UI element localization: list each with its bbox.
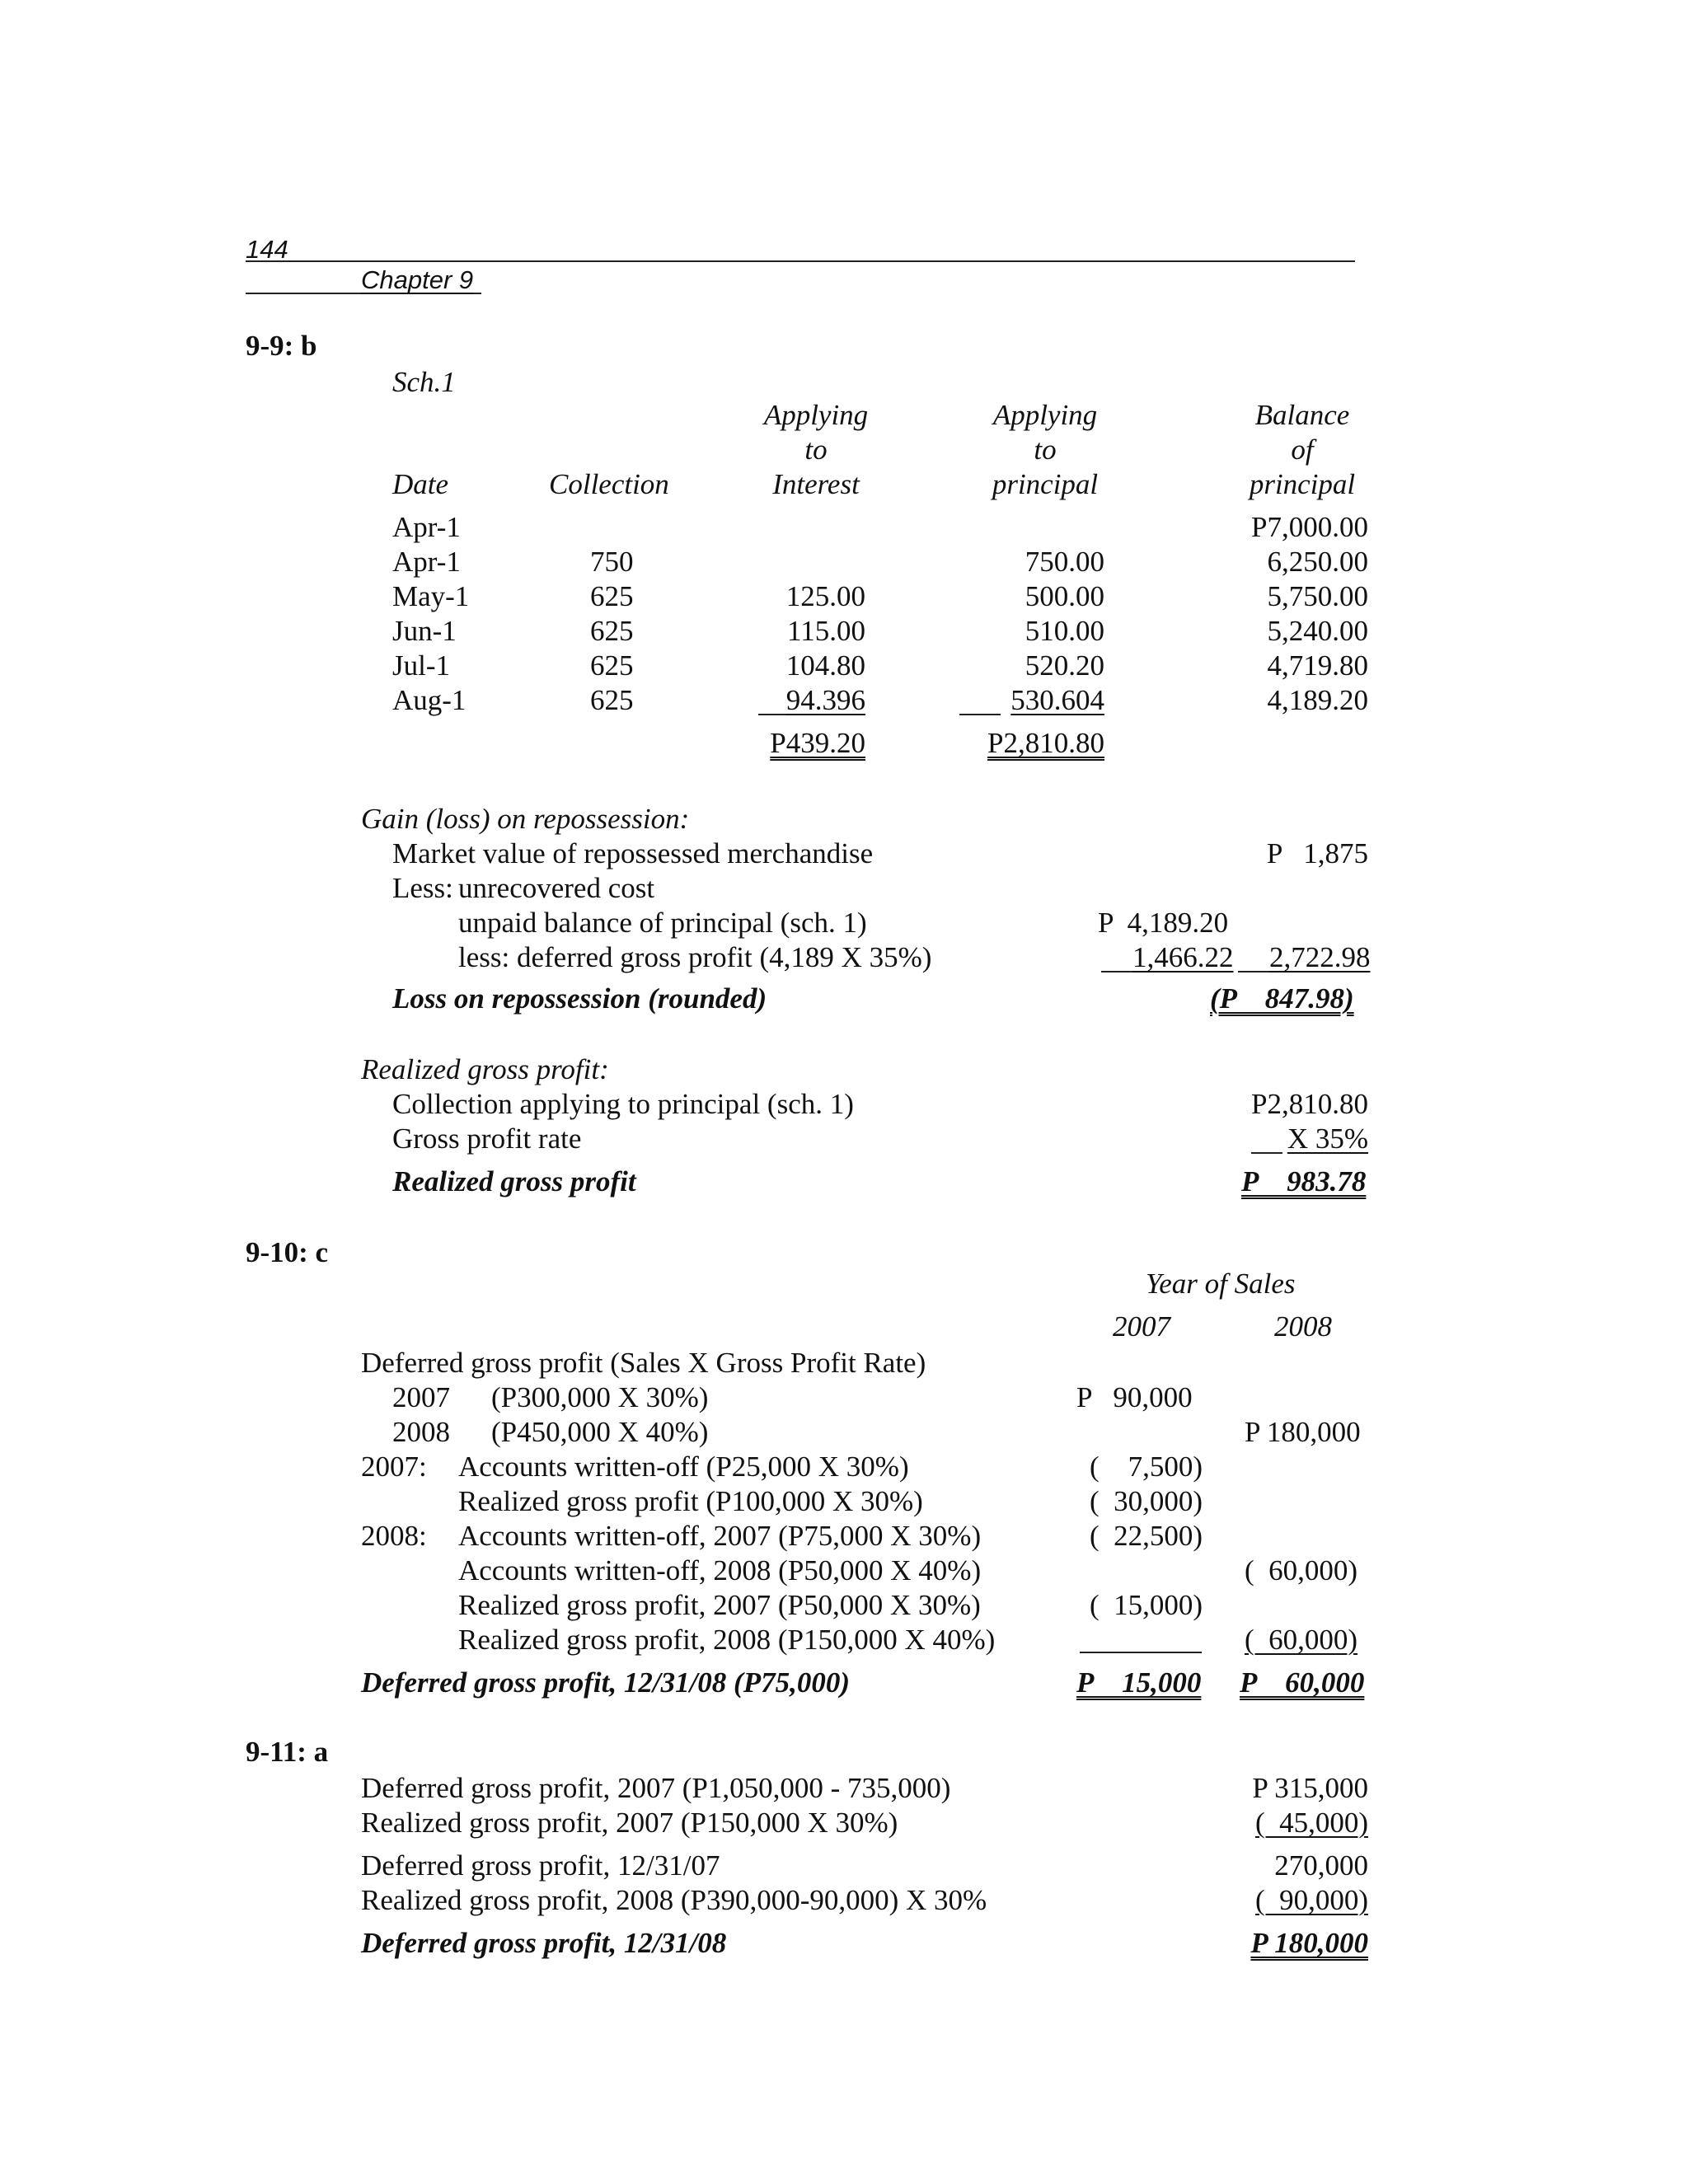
year-2007-desc: (P300,000 X 30%): [491, 1381, 709, 1413]
table-row-date: Apr-1: [392, 511, 461, 543]
rgp-2007-label: Realized gross profit, 2007 (P150,000 X 30%): [361, 1807, 898, 1839]
final-dgp-2007: P 15,000: [1076, 1666, 1202, 1699]
unrecovered-value: 2,722.98: [1269, 941, 1371, 973]
rgp-2008a-value: ( 15,000): [1090, 1589, 1203, 1621]
problem-label-9-9: 9-9: b: [246, 330, 317, 362]
gross-profit-rate-value: X 35%: [1287, 1122, 1368, 1155]
total-principal: P2,810.80: [987, 727, 1104, 759]
loss-value: (P 847.98): [1210, 982, 1354, 1015]
table-row-date: Apr-1: [392, 546, 461, 578]
table-row-balance: 5,240.00: [1267, 615, 1368, 647]
table-row-collection: 625: [590, 615, 634, 647]
rgp-heading: Realized gross profit:: [361, 1053, 609, 1085]
market-value-label: Market value of repossessed merchandise: [392, 837, 874, 869]
table-row-balance: 5,750.00: [1267, 580, 1368, 612]
header-balance-3: principal: [1249, 468, 1356, 500]
header-principal-3: principal: [992, 468, 1099, 500]
rgp-2007-value: ( 30,000): [1090, 1485, 1203, 1517]
table-row-principal: 750.00: [1025, 546, 1104, 578]
loss-label: Loss on repossession (rounded): [392, 982, 767, 1015]
market-value: P 1,875: [1266, 837, 1368, 869]
dgp-123107-value: 270,000: [1274, 1849, 1368, 1882]
dgp-2007-label: Deferred gross profit, 2007 (P1,050,000 - 735,000): [361, 1772, 951, 1804]
table-row-date: Jun-1: [392, 615, 457, 647]
table-row-interest: 115.00: [787, 615, 865, 647]
table-row-collection: 625: [590, 649, 634, 682]
unpaid-value: P 4,189.20: [1098, 907, 1229, 939]
rgp-label: Realized gross profit: [392, 1165, 636, 1197]
year-2007-value: P 90,000: [1076, 1381, 1193, 1413]
schedule-label: Sch.1: [392, 366, 456, 398]
table-row-collection: 625: [590, 684, 634, 716]
deferred-label: less: deferred gross profit (4,189 X 35%): [458, 941, 932, 973]
gain-heading: Gain (loss) on repossession:: [361, 803, 690, 835]
final-dgp-label: Deferred gross profit, 12/31/08 (P75,000): [361, 1666, 851, 1699]
unrecovered-label: unrecovered cost: [458, 872, 655, 904]
lead-rule: [1238, 971, 1269, 972]
writeoff-2008a-desc: Accounts written-off, 2007 (P75,000 X 30%): [458, 1520, 982, 1552]
chapter-title: Chapter 9: [361, 265, 474, 294]
rgp-2007-value: ( 45,000): [1254, 1807, 1368, 1839]
table-row-collection: 625: [590, 580, 634, 612]
header-interest-3: Interest: [772, 468, 860, 500]
writeoff-2007-desc: Accounts written-off (P25,000 X 30%): [458, 1451, 909, 1483]
writeoff-2007-value: ( 7,500): [1090, 1451, 1203, 1483]
table-row-date: May-1: [392, 580, 470, 612]
collection-principal-value: P2,810.80: [1251, 1088, 1368, 1120]
header-balance-2: of: [1291, 434, 1314, 466]
problem-label-9-11: 9-11: a: [246, 1736, 329, 1768]
writeoff-2008b-value: ( 60,000): [1245, 1554, 1358, 1586]
col-2007-heading: 2007: [1113, 1310, 1170, 1343]
dgp-123108-label: Deferred gross profit, 12/31/08: [361, 1927, 727, 1959]
less-label: Less:: [392, 872, 453, 904]
rgp-2008-value: ( 90,000): [1254, 1884, 1368, 1916]
table-row-balance: 4,189.20: [1267, 684, 1368, 716]
table-row-balance: 4,719.80: [1267, 649, 1368, 682]
dgp-heading: Deferred gross profit (Sales X Gross Profit Rate): [361, 1347, 926, 1379]
table-row-principal: 500.00: [1025, 580, 1104, 612]
problem-label-9-10: 9-10: c: [246, 1236, 329, 1268]
table-row-date: Aug-1: [392, 684, 467, 716]
year-2008-desc: (P450,000 X 40%): [491, 1416, 709, 1448]
deferred-value: 1,466.22: [1132, 941, 1234, 973]
lead-rule: [1101, 971, 1132, 972]
section-2008-label: 2008:: [361, 1520, 427, 1552]
gross-profit-rate-label: Gross profit rate: [392, 1122, 582, 1155]
rgp-2008b-desc: Realized gross profit, 2008 (P150,000 X 40%): [458, 1624, 996, 1656]
header-interest-2: to: [804, 434, 828, 466]
collection-principal-label: Collection applying to principal (sch. 1): [392, 1088, 854, 1120]
year-of-sales-heading: Year of Sales: [1146, 1268, 1296, 1300]
table-row-balance: 6,250.00: [1267, 546, 1368, 578]
rgp-value: P 983.78: [1241, 1165, 1367, 1197]
rgp-2008-label: Realized gross profit, 2008 (P390,000-90,000) X 30%: [361, 1884, 987, 1916]
writeoff-2008b-desc: Accounts written-off, 2008 (P50,000 X 40%): [458, 1554, 982, 1586]
writeoff-2008a-value: ( 22,500): [1090, 1520, 1203, 1552]
dgp-123107-label: Deferred gross profit, 12/31/07: [361, 1849, 720, 1882]
total-rule-2007: [1080, 1652, 1202, 1653]
table-row-collection: 750: [590, 546, 634, 578]
header-balance-1: Balance: [1254, 399, 1350, 431]
year-2008-label: 2008: [392, 1416, 450, 1448]
table-row-principal: 520.20: [1025, 649, 1104, 682]
section-2007-label: 2007:: [361, 1451, 427, 1483]
year-2007-label: 2007: [392, 1381, 450, 1413]
rgp-2008a-desc: Realized gross profit, 2007 (P50,000 X 30%): [458, 1589, 981, 1621]
final-dgp-2008: P 60,000: [1240, 1666, 1365, 1699]
total-interest: P439.20: [770, 727, 865, 759]
header-principal-2: to: [1034, 434, 1057, 466]
unpaid-label: unpaid balance of principal (sch. 1): [458, 907, 867, 939]
page-number: 144: [246, 235, 288, 264]
table-row-interest: 94.396: [785, 684, 865, 716]
rgp-2007-desc: Realized gross profit (P100,000 X 30%): [458, 1485, 923, 1517]
table-row-date: Jul-1: [392, 649, 450, 682]
table-row-interest: 104.80: [785, 649, 865, 682]
header-date: Date: [392, 468, 449, 500]
dgp-123108-value: P 180,000: [1250, 1927, 1368, 1959]
rgp-2008b-value: ( 60,000): [1245, 1624, 1358, 1656]
header-principal-1: Applying: [992, 399, 1098, 431]
col-2008-heading: 2008: [1274, 1310, 1332, 1343]
table-row-principal: 510.00: [1025, 615, 1104, 647]
header-collection: Collection: [549, 468, 669, 500]
dgp-2007-value: P 315,000: [1252, 1772, 1368, 1804]
header-interest-1: Applying: [763, 399, 869, 431]
table-row-balance: P7,000.00: [1251, 511, 1368, 543]
year-2008-value: P 180,000: [1245, 1416, 1361, 1448]
header-rule: [246, 260, 1355, 262]
table-row-interest: 125.00: [785, 580, 865, 612]
table-row-principal: 530.604: [1010, 684, 1104, 716]
